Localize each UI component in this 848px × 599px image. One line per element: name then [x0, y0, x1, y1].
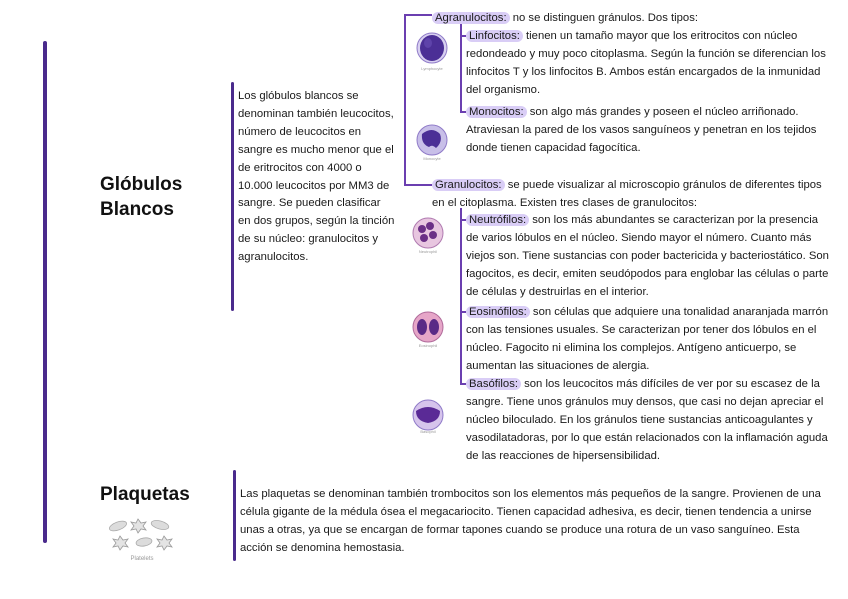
basofilos-text: son los leucocitos más difíciles de ver por su escasez de la sangre. Tiene unos gránulos muy densos, que casi no dejan apreciar el núcleo biloculado. En los gránulos tiene sustancias anticoagulantes y vasodilatadoras, por lo que están relacionados con la inflamación aguda de las reacciones de hipersensibilidad.	[466, 378, 828, 462]
eosinophil-icon	[408, 307, 448, 355]
neutrofilos-text-block	[466, 212, 830, 302]
lymphocyte-icon	[412, 28, 452, 76]
neutrofilos-label: Neutrófilos:	[466, 214, 529, 226]
agranulocitos-text: no se distinguen gránulos. Dos tipos:	[509, 12, 698, 24]
eosinofilos-label: Eosinófilos:	[466, 306, 530, 318]
linfocitos-label: Linfocitos:	[466, 30, 523, 42]
neutrophil-caption: Neutrophil	[418, 249, 438, 254]
branch-vertical	[404, 14, 406, 186]
platelets-icon	[106, 514, 176, 564]
linfocitos-text-block	[466, 28, 836, 100]
linfocitos-text: tienen un tamaño mayor que los eritrocitos con núcleo redondeado y muy poco citoplasma. Según la función se diferencian los linfocitos T y los linfocitos B. Ambos están encargados de la inmunidad del organismo.	[466, 30, 826, 96]
monocitos-text-block	[466, 104, 826, 158]
plaquetas-description: Las plaquetas se denominan también trombocitos son los elementos más pequeños de la sangre. Provienen de una célula gigante de la médula ósea el megacariocito. Tienen capacidad adhesiva, es decir, tienen tendencia a unirse unas a otras, ya que se encargan de formar tapones cuando se produce una rotura de un vaso sanguíneo. Esta acción se denomina hemostasia.	[240, 488, 821, 554]
plaquetas-title: Plaquetas	[100, 484, 190, 505]
branch-granulocitos	[404, 184, 432, 186]
basofilos-label: Basófilos:	[466, 378, 521, 390]
globulos-description: Los glóbulos blancos se denominan también leucocitos, número de leucocitos en sangre es mucho menor que el de eritrocitos con 4000 o 10.000 leucocitos por MM3 de sangre. Se pueden clasificar en dos grupos, según la tinción de su núcleo: granulocitos y agranulocitos.	[238, 90, 395, 264]
agranulocitos-line	[432, 10, 832, 28]
branch-gra-sub	[460, 208, 462, 385]
eosinophil-caption: Eosinophil	[418, 343, 438, 348]
plaquetas-desc-bar	[233, 470, 236, 561]
granulocitos-label: Granulocitos:	[432, 179, 505, 191]
agranulocitos-label: Agranulocitos:	[432, 12, 510, 24]
granulocitos-text-block	[432, 177, 827, 213]
globulos-title-line2: Blancos	[100, 199, 174, 220]
globulos-title-line1: Glóbulos	[100, 174, 183, 195]
platelets-caption: Platelets	[130, 556, 154, 562]
neutrophil-icon	[408, 213, 448, 261]
main-bar	[43, 41, 47, 543]
monocyte-icon	[412, 120, 452, 168]
eosinofilos-text: son células que adquiere una tonalidad anaranjada marrón con las tensiones usuales. Se caracterizan por tener dos lóbulos en el núcleo. Fagocito ni elimina los complejos. Antígeno anticuerpo, se aumentan las situaciones de alergia.	[466, 306, 829, 372]
eosinofilos-text-block	[466, 304, 830, 376]
basofilos-text-block	[466, 376, 834, 466]
neutrofilos-text: son los más abundantes se caracterizan por la presencia de varios lóbulos en el núcleo. Siendo mayor el número. Cuanto más viejos son. Tiene sustancias con poder bactericida y bacteriostático. Son fagocitos, es decir, emiten seudópodos para englobar las células o parte de células y destruirlas en el interior.	[466, 214, 829, 298]
globulos-desc-bar	[231, 82, 234, 311]
globulos-title	[100, 172, 220, 222]
basophil-caption: Basophil	[420, 429, 436, 434]
basophil-icon	[408, 395, 448, 443]
monocyte-caption: Monocyte	[423, 156, 441, 161]
monocitos-label: Monocitos:	[466, 106, 527, 118]
lymphocyte-caption: Lymphocyte	[421, 66, 443, 71]
monocitos-text: son algo más grandes y poseen el núcleo arriñonado. Atraviesan la pared de los vasos sanguíneos y penetran en los tejidos donde tienen capacidad fagocítica.	[466, 106, 817, 154]
branch-agranulocitos	[404, 14, 432, 16]
granulocitos-text: se puede visualizar al microscopio gránulos de diferentes tipos en el citoplasma. Existen tres clases de granulocitos:	[432, 179, 822, 209]
